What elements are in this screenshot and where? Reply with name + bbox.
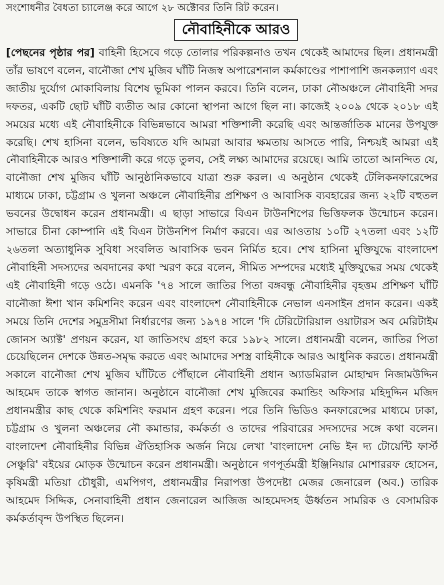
headline-box — [174, 19, 298, 41]
headline: নৌবাহিনীকে আরও — [181, 22, 291, 38]
previous-article-last-line: সংশোধনীর বৈধতা চ্যালেঞ্জ করে আগে ২৮ অক্টোবর তিনি রিট করেন। — [6, 3, 279, 14]
article-body — [6, 45, 438, 583]
continued-from-marker: [পেছনের পৃষ্ঠার পর] — [6, 47, 95, 59]
article-body-text: বাহিনী হিসেবে গড়ে তোলার পরিকল্পনাও তখন থেকেই আমাদের ছিল। প্রধানমন্ত্রী তাঁর ভাষণে বলেন, বানৌজা শেখ মুজিব ঘাঁটি নিজস্ব অপারেশনাল কর্মকাণ্ডের পাশাপাশি জনকল্যাণ এবং জাতীয় দুর্যোগ মোকাবিলায় বিশেষ ভূমিকা পালন করবে। তিনি বলেন, ঢাকা নৌঅঞ্চলে নৌবাহিনী সদর দফতর, একটি ছোট ঘাঁটি ব্যতীত আর কোনো স্থাপনা আগে ছিল না। কাজেই ২০০৯ থেকে ২০১৮ এই সময়ের মধ্যে এই নৌবাহিনীকে বিভিন্নভাবে আমরা শক্তিশালী করেছি এবং আন্তর্জাতিক মানের উপযুক্ত করেছি। শেখ হাসিনা বলেন, ভবিষ্যতে যদি আমরা আবার ক্ষমতায় আসতে পারি, নিশ্চয়ই আমরা এই নৌবাহিনীকে আরও শক্তিশালী করে গড়ে তুলব, সেই লক্ষ্য আমাদের রয়েছে। আমি তাতো আনন্দিত যে, বানৌজা শেখ মুজিব ঘাঁটি আনুষ্ঠানিকভাবে যাত্রা শুরু করল। এ অনুষ্ঠান থেকেই টেলিকনফারেন্সের মাধ্যমে ঢাকা, চট্টগ্রাম ও খুলনা অঞ্চলে নৌবাহিনীর প্রশিক্ষণ ও আবাসিক ব্যবহারের জন্য ২২টি বহুতল ভবনের উদ্বোধন করেন প্রধানমন্ত্রী। এ ছাড়া সাভারে বিএন টাউনশিপের ভিত্তিফলক উন্মোচন করেন। সাভারে চীনা কোম্পানি এই বিএন টাউনশিপ নির্মাণ করবে। এর আওতায় ১০টি ২৭তলা এবং ১২টি ২৬তলা অত্যাধুনিক সুবিধা সংবলিত আবাসিক ভবন নির্মিত হবে। শেখ হাসিনা মুক্তিযুদ্ধে বাংলাদেশ নৌবাহিনী সদস্যদের অবদানের কথা স্মরণ করে বলেন, সীমিত সম্পদের মধ্যেই মুক্তিযুদ্ধের সময় থেকেই এই নৌবাহিনী গড়ে ওঠে। এমনকি '৭৪ সালে জাতির পিতা বঙ্গবন্ধু নৌবাহিনীর বৃহত্তম প্রশিক্ষণ ঘাঁটি বানৌজা ঈশা খান কমিশনিং করেন এবং বাংলাদেশ নৌবাহিনীকে নেভাল এনসাইন প্রদান করেন। একই সময়ে তিনি দেশের সমুদ্রসীমা নির্ধারণের জন্য ১৯৭৪ সালে 'দি টেরিটোরিয়াল ওয়াটারস অব মেরিটাইম জোনস অ্যাক্ট' প্রণয়ন করেন, যা জাতিসংঘ গ্রহণ করে ১৯৮২ সালে। প্রধানমন্ত্রী বলেন, জাতির পিতা চেয়েছিলেন দেশকে উন্নত-সমৃদ্ধ করতে এবং আমাদের সশস্ত্র বাহিনীকে আরও আধুনিক করতে। প্রধানমন্ত্রী সকালে বানৌজা শেখ মুজিব ঘাঁটিতে পৌঁছালে নৌবাহিনী প্রধান অ্যাডমিরাল মোহাম্মদ নিজামউদ্দিন আহমেদ তাকে স্বাগত জানান। অনুষ্ঠানে বানৌজা শেখ মুজিবের কমান্ডিং অফিসার মহিদুদ্দিন মজিদ প্রধানমন্ত্রীর কাছ থেকে কমিশনিং ফরমান গ্রহণ করেন। পরে তিনি ভিডিও কনফারেন্সের মাধ্যমে ঢাকা, চট্টগ্রাম ও খুলনা অঞ্চলের নৌ কমান্ডার, কর্মকর্তা ও তাদের পরিবারের সদস্যদের সঙ্গে কথা বলেন। বাংলাদেশ নৌবাহিনীর বিভিন্ন ঐতিহাসিক অর্জন নিয়ে লেখা 'বাংলাদেশ নেভি ইন দ্য টোয়েন্টি ফার্স্ট সেঞ্চুরি' বইয়ের মোড়ক উন্মোচন করেন প্রধানমন্ত্রী। অনুষ্ঠানে গণপূর্তমন্ত্রী ইঞ্জিনিয়ার মোশাররফ হোসেন, কৃষিমন্ত্রী মতিয়া চৌধুরী, এমপিগণ, প্রধানমন্ত্রীর নিরাপত্তা উপদেষ্টা মেজর জেনারেল (অব.) তারিক আহমেদ সিদ্দিক, সেনাবাহিনী প্রধান জেনারেল আজিজ আহমেদসহ ঊর্ধ্বতন সামরিক ও বেসামরিক কর্মকর্তাবৃন্দ উপস্থিত ছিলেন। — [6, 47, 438, 525]
